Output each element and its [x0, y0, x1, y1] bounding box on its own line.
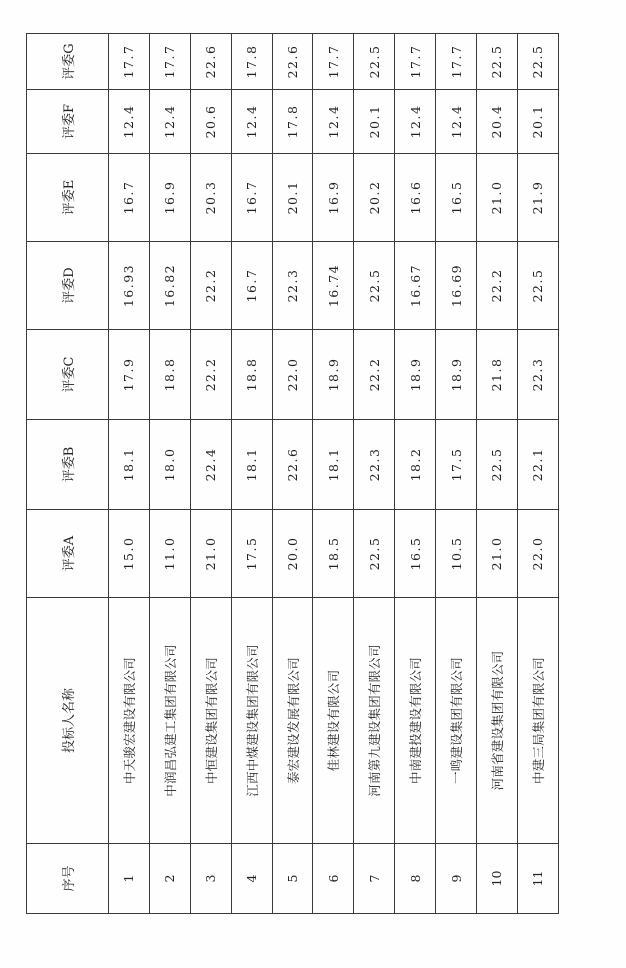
table-body — [109, 34, 559, 914]
score-judge-b: 17.5 — [436, 420, 477, 510]
score-judge-a: 15.0 — [109, 510, 150, 598]
score-judge-f: 20.6 — [190, 90, 231, 154]
score-judge-e: 16.7 — [109, 154, 150, 242]
score-judge-a: 21.0 — [190, 510, 231, 598]
score-judge-f: 12.4 — [149, 90, 190, 154]
score-judge-e: 21.9 — [517, 154, 558, 242]
bidder-name: 佳林建设有限公司 — [313, 598, 354, 844]
score-judge-a: 22.5 — [354, 510, 395, 598]
score-judge-a: 21.0 — [477, 510, 518, 598]
header-judge-e: 评委E — [27, 154, 109, 242]
score-judge-a: 16.5 — [395, 510, 436, 598]
score-judge-e: 16.6 — [395, 154, 436, 242]
table-row — [109, 34, 150, 914]
score-judge-g: 22.5 — [477, 34, 518, 90]
table-row — [190, 34, 231, 914]
score-judge-g: 17.7 — [149, 34, 190, 90]
row-index: 8 — [395, 844, 436, 914]
row-index: 7 — [354, 844, 395, 914]
bidder-name: 一鸣建设集团有限公司 — [436, 598, 477, 844]
header-row — [27, 34, 109, 914]
score-judge-b: 22.6 — [272, 420, 313, 510]
header-judge-a: 评委A — [27, 510, 109, 598]
header-bidder-name: 投标人名称 — [27, 598, 109, 844]
row-index: 3 — [190, 844, 231, 914]
row-index: 11 — [517, 844, 558, 914]
table-row — [395, 34, 436, 914]
row-index: 6 — [313, 844, 354, 914]
bidder-name: 中润昌弘建工集团有限公司 — [149, 598, 190, 844]
table-row — [354, 34, 395, 914]
table-row — [517, 34, 558, 914]
bidder-name: 河南第九建设集团有限公司 — [354, 598, 395, 844]
score-judge-b: 18.1 — [313, 420, 354, 510]
score-judge-d: 16.69 — [436, 242, 477, 330]
score-judge-d: 16.74 — [313, 242, 354, 330]
score-judge-g: 17.8 — [231, 34, 272, 90]
score-judge-e: 20.2 — [354, 154, 395, 242]
table-row — [436, 34, 477, 914]
score-judge-b: 18.2 — [395, 420, 436, 510]
row-index: 1 — [109, 844, 150, 914]
bidder-name: 中南建投建设有限公司 — [395, 598, 436, 844]
score-judge-c: 18.8 — [231, 330, 272, 420]
score-judge-f: 12.4 — [395, 90, 436, 154]
score-judge-e: 16.9 — [149, 154, 190, 242]
score-judge-c: 21.8 — [477, 330, 518, 420]
table-row — [272, 34, 313, 914]
score-judge-e: 20.3 — [190, 154, 231, 242]
score-judge-b: 18.0 — [149, 420, 190, 510]
score-judge-f: 20.1 — [354, 90, 395, 154]
score-judge-a: 18.5 — [313, 510, 354, 598]
score-judge-d: 22.3 — [272, 242, 313, 330]
score-judge-g: 17.7 — [109, 34, 150, 90]
score-judge-c: 18.9 — [436, 330, 477, 420]
table-row — [149, 34, 190, 914]
bidder-name: 泰宏建设发展有限公司 — [272, 598, 313, 844]
table-row — [313, 34, 354, 914]
row-index: 10 — [477, 844, 518, 914]
score-judge-d: 22.2 — [190, 242, 231, 330]
score-judge-f: 12.4 — [313, 90, 354, 154]
row-index: 5 — [272, 844, 313, 914]
score-judge-e: 16.5 — [436, 154, 477, 242]
score-judge-d: 22.5 — [354, 242, 395, 330]
score-judge-c: 22.3 — [517, 330, 558, 420]
score-judge-c: 22.0 — [272, 330, 313, 420]
score-judge-g: 22.5 — [517, 34, 558, 90]
score-judge-d: 16.82 — [149, 242, 190, 330]
score-judge-c: 18.9 — [313, 330, 354, 420]
header-judge-g: 评委G — [27, 34, 109, 90]
header-index: 序号 — [27, 844, 109, 914]
score-judge-f: 12.4 — [436, 90, 477, 154]
score-judge-e: 20.1 — [272, 154, 313, 242]
score-judge-c: 18.9 — [395, 330, 436, 420]
score-judge-d: 22.2 — [477, 242, 518, 330]
score-judge-a: 20.0 — [272, 510, 313, 598]
score-judge-d: 16.67 — [395, 242, 436, 330]
score-table — [26, 33, 559, 914]
score-judge-c: 22.2 — [190, 330, 231, 420]
score-judge-g: 17.7 — [436, 34, 477, 90]
table-row — [231, 34, 272, 914]
score-judge-g: 17.7 — [395, 34, 436, 90]
score-judge-c: 17.9 — [109, 330, 150, 420]
score-judge-d: 16.7 — [231, 242, 272, 330]
score-judge-f: 20.4 — [477, 90, 518, 154]
bidder-name: 中建三局集团有限公司 — [517, 598, 558, 844]
score-judge-b: 22.1 — [517, 420, 558, 510]
score-judge-d: 16.93 — [109, 242, 150, 330]
row-index: 4 — [231, 844, 272, 914]
bidder-name: 中天骏宏建设有限公司 — [109, 598, 150, 844]
score-judge-a: 11.0 — [149, 510, 190, 598]
bidder-name: 河南省建设集团有限公司 — [477, 598, 518, 844]
score-judge-b: 22.5 — [477, 420, 518, 510]
header-judge-c: 评委C — [27, 330, 109, 420]
score-judge-b: 22.3 — [354, 420, 395, 510]
score-judge-g: 22.6 — [190, 34, 231, 90]
rotated-table-container — [26, 34, 558, 914]
score-judge-b: 22.4 — [190, 420, 231, 510]
score-judge-c: 18.8 — [149, 330, 190, 420]
header-judge-f: 评委F — [27, 90, 109, 154]
score-judge-e: 16.7 — [231, 154, 272, 242]
score-judge-f: 12.4 — [231, 90, 272, 154]
bidder-name: 江西中煤建设集团有限公司 — [231, 598, 272, 844]
score-judge-g: 17.7 — [313, 34, 354, 90]
score-judge-f: 20.1 — [517, 90, 558, 154]
score-judge-e: 16.9 — [313, 154, 354, 242]
score-judge-b: 18.1 — [231, 420, 272, 510]
bidder-name: 中恒建设集团有限公司 — [190, 598, 231, 844]
score-judge-b: 18.1 — [109, 420, 150, 510]
table-row — [477, 34, 518, 914]
header-judge-d: 评委D — [27, 242, 109, 330]
score-judge-f: 17.8 — [272, 90, 313, 154]
score-judge-f: 12.4 — [109, 90, 150, 154]
score-judge-g: 22.5 — [354, 34, 395, 90]
score-judge-g: 22.6 — [272, 34, 313, 90]
score-judge-a: 17.5 — [231, 510, 272, 598]
score-judge-e: 21.0 — [477, 154, 518, 242]
row-index: 9 — [436, 844, 477, 914]
score-judge-c: 22.2 — [354, 330, 395, 420]
score-judge-a: 22.0 — [517, 510, 558, 598]
row-index: 2 — [149, 844, 190, 914]
score-judge-d: 22.5 — [517, 242, 558, 330]
score-judge-a: 10.5 — [436, 510, 477, 598]
header-judge-b: 评委B — [27, 420, 109, 510]
table-header — [27, 34, 109, 914]
